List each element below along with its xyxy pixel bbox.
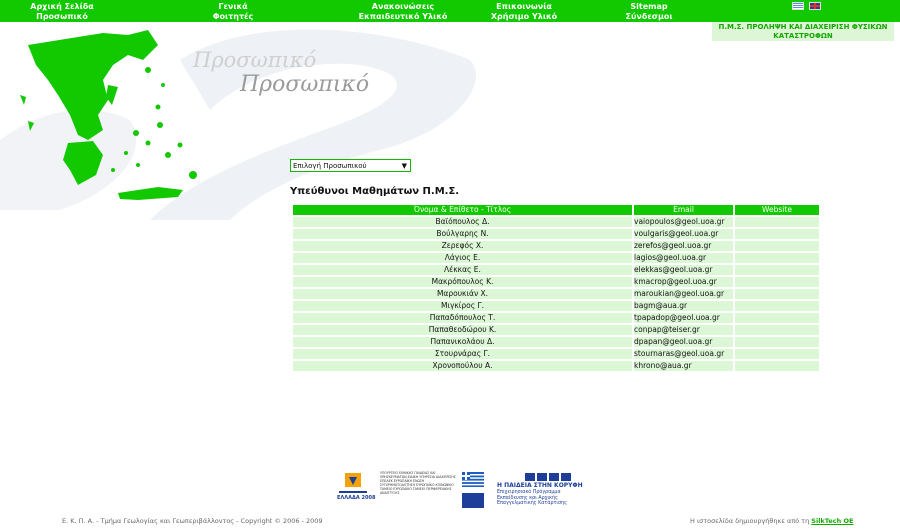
- staff-email-cell: [634, 361, 733, 371]
- staff-website-cell: [735, 265, 819, 275]
- staff-email-link[interactable]: kmacrop@geol.uoa.gr: [634, 277, 717, 286]
- paideia-logo: [497, 473, 583, 513]
- staff-name-cell: Παπαδόπουλος Τ.: [293, 313, 632, 323]
- staff-website-cell: [735, 301, 819, 311]
- greece-2008-logo: [337, 471, 376, 511]
- staff-name-cell: Στουρνάρας Γ.: [293, 349, 632, 359]
- staff-name-cell: Χρονοπούλου Α.: [293, 361, 632, 371]
- table-header-row: [293, 205, 819, 215]
- table-row: [293, 277, 819, 287]
- staff-email-link[interactable]: zerefos@geol.uoa.gr: [634, 241, 712, 250]
- staff-email-link[interactable]: lagios@geol.uoa.gr: [634, 253, 707, 262]
- staff-website-cell: [735, 361, 819, 371]
- silktech-link[interactable]: SilkTech OE: [811, 517, 854, 525]
- staff-name-cell: Λάγιος Ε.: [293, 253, 632, 263]
- section-title: Υπεύθυνοι Μαθημάτων Π.Μ.Σ.: [290, 186, 460, 197]
- staff-select-value: Επιλογή Προσωπικού: [293, 162, 367, 170]
- project-title-line2: ΚΑΤΑΣΤΡΟΦΩΝ: [773, 32, 833, 40]
- greece-map-graphic: [8, 25, 208, 215]
- staff-email-cell: [634, 289, 733, 299]
- staff-name-cell: Παπανικολάου Δ.: [293, 337, 632, 347]
- staff-email-link[interactable]: vaiopoulos@geol.uoa.gr: [634, 217, 725, 226]
- staff-email-cell: [634, 313, 733, 323]
- nav-contact[interactable]: Επικοινωνία: [496, 2, 552, 11]
- staff-name-cell: Μακρόπουλος Κ.: [293, 277, 632, 287]
- table-row: [293, 253, 819, 263]
- staff-website-cell: [735, 277, 819, 287]
- staff-email-cell: [634, 277, 733, 287]
- paideia-subtitle: [497, 490, 567, 507]
- nav-students[interactable]: Φοιτητές: [212, 12, 254, 21]
- footer-credit: [690, 517, 853, 525]
- table-row: [293, 349, 819, 359]
- nav-announcements[interactable]: Ανακοινώσεις: [371, 2, 435, 11]
- table-row: [293, 217, 819, 227]
- staff-email-link[interactable]: conpap@teiser.gr: [634, 325, 700, 334]
- nav-staff[interactable]: Προσωπικό: [36, 12, 88, 21]
- staff-name-cell: Βούλγαρης Ν.: [293, 229, 632, 239]
- staff-email-link[interactable]: maroukian@geol.uoa.gr: [634, 289, 725, 298]
- nav-general[interactable]: Γενικά: [218, 2, 248, 11]
- staff-email-link[interactable]: elekkas@geol.uoa.gr: [634, 265, 713, 274]
- staff-email-link[interactable]: dpapan@geol.uoa.gr: [634, 337, 713, 346]
- staff-email-cell: [634, 301, 733, 311]
- staff-email-cell: [634, 241, 733, 251]
- staff-email-link[interactable]: tpapadop@geol.uoa.gr: [634, 313, 720, 322]
- staff-table: [291, 203, 821, 373]
- paideia-subtitle-line3: Επαγγελματικής Κατάρτισης: [497, 501, 567, 506]
- footer-credit-text: Η ιστοσελίδα δημιουργήθηκε από τη: [690, 517, 810, 525]
- table-row: [293, 289, 819, 299]
- column-header-website: Website: [735, 205, 819, 215]
- staff-website-cell: [735, 337, 819, 347]
- greece-2008-label: ΕΛΛΑΔΑ 2008: [337, 495, 376, 501]
- nav-sitemap[interactable]: Sitemap: [630, 2, 668, 11]
- staff-website-cell: [735, 313, 819, 323]
- staff-website-cell: [735, 349, 819, 359]
- table-row: [293, 337, 819, 347]
- staff-email-cell: [634, 229, 733, 239]
- footer-copyright: Ε. Κ. Π. Α. - Τμήμα Γεωλογίας και Γεωπεριβάλλοντος - Copyright © 2006 - 2009: [62, 517, 323, 525]
- project-title-line1: Π.Μ.Σ. ΠΡΟΛΗΨΗ ΚΑΙ ΔΙΑΧΕΙΡΙΣΗ ΦΥΣΙΚΩΝ: [718, 23, 888, 31]
- staff-email-link[interactable]: stournaras@geol.uoa.gr: [634, 349, 725, 358]
- nav-educational-material[interactable]: Εκπαιδευτικό Υλικό: [358, 12, 448, 21]
- top-navigation: [0, 0, 900, 22]
- staff-name-cell: Μαρουκιάν Χ.: [293, 289, 632, 299]
- table-row: [293, 313, 819, 323]
- table-row: [293, 301, 819, 311]
- page-logo-title: Προσωπικό: [240, 72, 370, 97]
- table-row: [293, 229, 819, 239]
- staff-website-cell: [735, 229, 819, 239]
- staff-email-cell: [634, 217, 733, 227]
- ministry-logo: [380, 471, 485, 511]
- staff-email-cell: [634, 265, 733, 275]
- greek-flag-icon[interactable]: [792, 2, 804, 10]
- project-banner: [712, 22, 894, 41]
- staff-email-cell: [634, 253, 733, 263]
- paideia-subtitle-line2: Εκπαίδευσης και Αρχικής: [497, 495, 558, 501]
- table-row: [293, 325, 819, 335]
- staff-website-cell: [735, 289, 819, 299]
- page-logo-title-shadow: Προσωπικό: [193, 48, 317, 72]
- staff-website-cell: [735, 325, 819, 335]
- nav-links[interactable]: Σύνδεσμοι: [625, 12, 673, 21]
- eu-flag-icon: [462, 493, 484, 508]
- staff-email-link[interactable]: bagm@aua.gr: [634, 301, 688, 310]
- ministry-logo-text: ΥΠΟΥΡΓΕΙΟ ΕΘΝΙΚΗΣ ΠΑΙΔΕΙΑΣ ΚΑΙ ΘΡΗΣΚΕΥΜΑΤΩΝ ΕΙΔΙΚΗ ΥΠΗΡΕΣΙΑ ΔΙΑΧΕΙΡΙΣΗΣ ΕΠΕΑΕΚ ΕΥΡΩΠΑΪΚΗ ΕΝΩΣΗ ΣΥΓΧΡΗΜΑΤΟΔΟΤΗΣΗ ΕΥΡΩΠΑΪΚΟ ΚΟΙΝΩΝΙΚΟ ΤΑΜΕΙΟ ΕΥΡΩΠΑΪΚΟ ΤΑΜΕΙΟ ΠΕΡΙΦΕΡΕΙΑΚΗΣ ΑΝΑΠΤΥΞΗΣ: [380, 471, 456, 495]
- staff-name-cell: Μιγκίρος Γ.: [293, 301, 632, 311]
- table-row: [293, 265, 819, 275]
- staff-name-cell: Παπαθεοδώρου Κ.: [293, 325, 632, 335]
- table-row: [293, 241, 819, 251]
- greek-flag-logo-icon: [462, 472, 484, 487]
- staff-category-select[interactable]: [290, 159, 411, 172]
- staff-name-cell: Λέκκας Ε.: [293, 265, 632, 275]
- paideia-title: Η ΠΑΙΔΕΙΑ ΣΤΗΝ ΚΟΡΥΦΗ: [497, 482, 583, 489]
- nav-home[interactable]: Αρχική Σελίδα: [30, 2, 94, 11]
- staff-website-cell: [735, 241, 819, 251]
- paideia-subtitle-line1: Επιχειρησιακό Πρόγραμμα: [497, 490, 561, 495]
- staff-email-cell: [634, 349, 733, 359]
- column-header-email: Email: [634, 205, 733, 215]
- table-row: [293, 361, 819, 371]
- staff-name-cell: Βαϊόπουλος Δ.: [293, 217, 632, 227]
- column-header-name: Όνομα & Επίθετο - Τίτλος: [293, 205, 632, 215]
- english-flag-icon[interactable]: [809, 2, 821, 10]
- staff-email-cell: [634, 325, 733, 335]
- nav-useful-material[interactable]: Χρήσιμο Υλικό: [490, 12, 558, 21]
- staff-name-cell: Ζερεφός Χ.: [293, 241, 632, 251]
- chevron-down-icon[interactable]: ▼: [401, 162, 407, 170]
- staff-website-cell: [735, 253, 819, 263]
- staff-email-cell: [634, 337, 733, 347]
- staff-table-body: [293, 217, 819, 371]
- staff-email-link[interactable]: voulgaris@geol.uoa.gr: [634, 229, 719, 238]
- staff-website-cell: [735, 217, 819, 227]
- staff-email-link[interactable]: khrono@aua.gr: [634, 361, 692, 370]
